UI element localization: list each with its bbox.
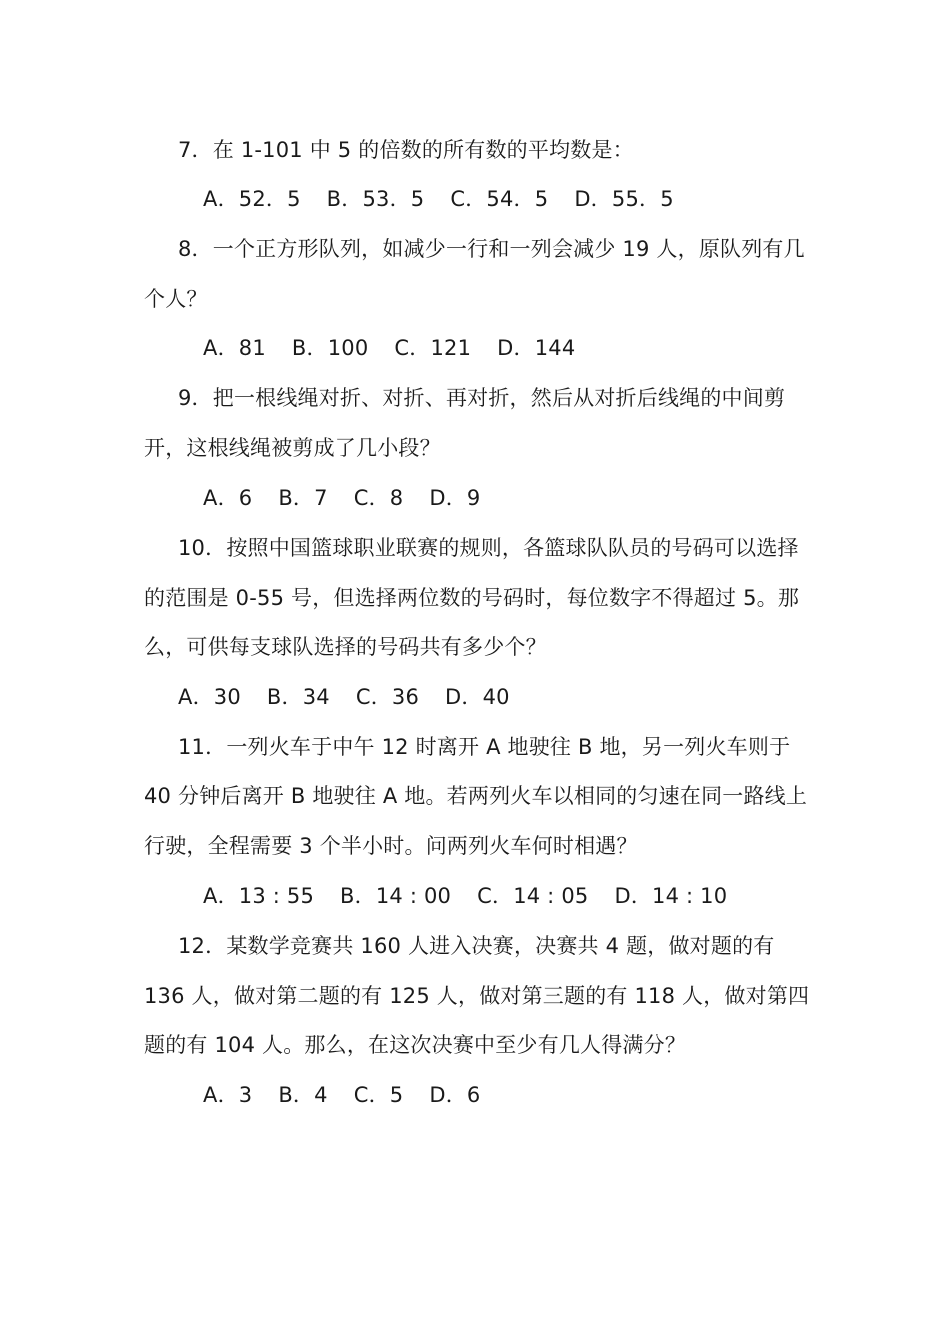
option-a: A．6	[203, 486, 253, 510]
option-d: D．9	[429, 486, 481, 510]
option-a: A．30	[178, 685, 241, 709]
option-c: C．8	[353, 486, 404, 510]
options-row	[203, 878, 813, 914]
option-c: C．14 : 05	[477, 884, 589, 908]
option-b: B．4	[278, 1083, 328, 1107]
question-text-line: 10．按照中国篮球职业联赛的规则，各篮球队队员的号码可以选择	[178, 536, 799, 560]
question-text-line: 11．一列火车于中午 12 时离开 A 地驶往 B 地，另一列火车则于	[178, 735, 791, 759]
options-row	[203, 480, 813, 516]
option-b: B．34	[266, 685, 330, 709]
option-c: C．5	[353, 1083, 404, 1107]
option-c: C．36	[355, 685, 420, 709]
options-row	[203, 1077, 813, 1113]
question-text-line: 题的有 104 人。那么，在这次决赛中至少有几人得满分？	[144, 1033, 687, 1057]
option-d: D．40	[445, 685, 510, 709]
question-text-line: 行驶，全程需要 3 个半小时。问两列火车何时相遇？	[144, 834, 638, 858]
option-d: D．144	[497, 336, 576, 360]
option-d: D．55．5	[574, 187, 674, 211]
question-text-line: 么，可供每支球队选择的号码共有多少个？	[144, 635, 547, 659]
options-row	[203, 330, 813, 366]
question-text-line: 个人？	[144, 287, 208, 311]
question-text-line: 12．某数学竞赛共 160 人进入决赛，决赛共 4 题，做对题的有	[178, 934, 775, 958]
option-d: D．6	[429, 1083, 481, 1107]
option-d: D．14 : 10	[614, 884, 728, 908]
question-text-line: 136 人，做对第二题的有 125 人，做对第三题的有 118 人，做对第四	[144, 984, 810, 1008]
option-b: B．100	[291, 336, 369, 360]
option-b: B．14 : 00	[340, 884, 452, 908]
option-a: A．52．5	[203, 187, 301, 211]
options-row	[203, 181, 813, 217]
question-text-line: 8．一个正方形队列，如减少一行和一列会减少 19 人，原队列有几	[178, 237, 805, 261]
question-text-line: 开，这根线绳被剪成了几小段？	[144, 436, 441, 460]
question-text-line: 40 分钟后离开 B 地驶往 A 地。若两列火车以相同的匀速在同一路线上	[144, 784, 808, 808]
option-c: C．121	[394, 336, 472, 360]
question-text-line: 9．把一根线绳对折、对折、再对折，然后从对折后线绳的中间剪	[178, 386, 786, 410]
option-c: C．54．5	[450, 187, 549, 211]
question-text-line: 的范围是 0-55 号，但选择两位数的号码时，每位数字不得超过 5。那	[144, 586, 800, 610]
option-a: A．13 : 55	[203, 884, 315, 908]
options-row	[178, 679, 808, 715]
option-a: A．81	[203, 336, 266, 360]
option-b: B．53．5	[326, 187, 425, 211]
option-b: B．7	[278, 486, 328, 510]
option-a: A．3	[203, 1083, 253, 1107]
question-text-line: 7．在 1-101 中 5 的倍数的所有数的平均数是：	[178, 138, 634, 162]
